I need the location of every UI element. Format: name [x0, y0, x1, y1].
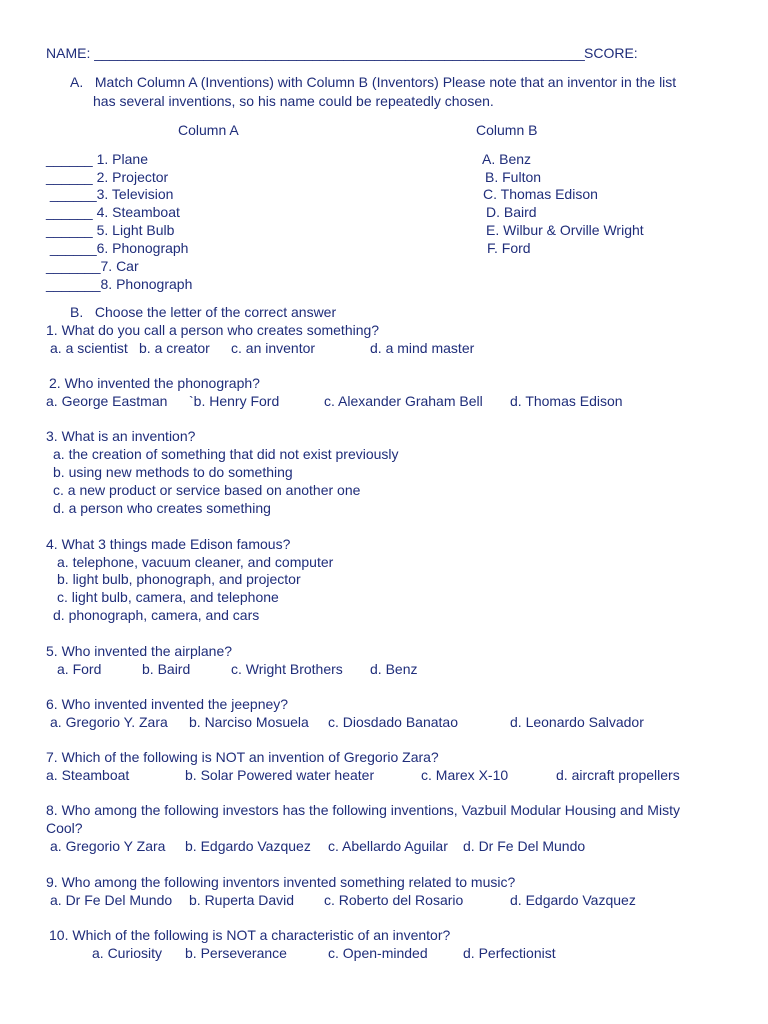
answer-option: b. Perseverance	[185, 945, 287, 961]
answer-option: c. Open-minded	[328, 945, 428, 961]
answer-option: b. Ruperta David	[189, 892, 295, 908]
column-b-item: F. Ford	[487, 240, 531, 256]
answer-option: `b. Henry Ford	[189, 393, 280, 409]
column-a-item: ______ 4. Steamboat	[46, 204, 180, 220]
answer-option: a. Ford	[57, 661, 102, 677]
score-label: SCORE:	[584, 45, 638, 61]
answer-option: b. Baird	[142, 661, 191, 677]
answer-option: a. George Eastman	[46, 393, 168, 409]
question-text: 2. Who invented the phonograph?	[49, 375, 260, 391]
answer-option: a. a scientist	[50, 340, 128, 356]
answer-option: b. Narciso Mosuela	[189, 714, 309, 730]
answer-option: b. Solar Powered water heater	[185, 767, 375, 783]
column-b-item: E. Wilbur & Orville Wright	[486, 222, 644, 238]
answer-option: d. Perfectionist	[463, 945, 556, 961]
answer-option: a. telephone, vacuum cleaner, and computer	[57, 554, 334, 570]
column-b-item: B. Fulton	[485, 169, 542, 185]
column-a-item: _______7. Car	[46, 258, 139, 274]
answer-option: c. Alexander Graham Bell	[324, 393, 483, 409]
answer-option: c. Wright Brothers	[231, 661, 343, 677]
question-text: 3. What is an invention?	[46, 428, 196, 444]
question-text-cont: Cool?	[46, 820, 83, 836]
column-a-item: _______8. Phonograph	[46, 276, 193, 292]
question-text: 8. Who among the following investors has the following inventions, Vazbuil Modular Housing and Misty	[46, 802, 680, 818]
answer-option: d. Thomas Edison	[510, 393, 623, 409]
question-text: 7. Which of the following is NOT an invention of Gregorio Zara?	[46, 749, 439, 765]
column-a-item: ______ 5. Light Bulb	[46, 222, 175, 238]
answer-option: d. Leonardo Salvador	[510, 714, 644, 730]
column-b-title: Column B	[476, 122, 538, 138]
answer-option: a. Steamboat	[46, 767, 130, 783]
name-field: NAME: _______________________________________________________________	[46, 45, 585, 61]
answer-option: d. Dr Fe Del Mundo	[463, 838, 586, 854]
question-text: 9. Who among the following inventors invented something related to music?	[46, 874, 516, 890]
answer-option: c. Marex X-10	[421, 767, 509, 783]
answer-option: b. Edgardo Vazquez	[185, 838, 311, 854]
answer-option: a. Curiosity	[92, 945, 163, 961]
answer-option: b. light bulb, phonograph, and projector	[57, 571, 301, 587]
column-a-title: Column A	[178, 122, 239, 138]
question-text: 5. Who invented the airplane?	[46, 643, 233, 659]
answer-option: d. a person who creates something	[53, 500, 271, 516]
column-a-item: ______ 2. Projector	[46, 169, 169, 185]
answer-option: c. light bulb, camera, and telephone	[57, 589, 279, 605]
answer-option: c. a new product or service based on another one	[53, 482, 361, 498]
answer-option: d. Edgardo Vazquez	[510, 892, 636, 908]
answer-option: d. a mind master	[370, 340, 475, 356]
answer-option: a. Gregorio Y Zara	[50, 838, 166, 854]
column-b-item: D. Baird	[486, 204, 537, 220]
question-text: 4. What 3 things made Edison famous?	[46, 536, 291, 552]
answer-option: c. Diosdado Banatao	[328, 714, 458, 730]
answer-option: d. Benz	[370, 661, 418, 677]
answer-option: b. a creator	[139, 340, 210, 356]
question-text: 1. What do you call a person who creates something?	[46, 322, 380, 338]
answer-option: a. Dr Fe Del Mundo	[50, 892, 173, 908]
answer-option: c. Abellardo Aguilar	[328, 838, 448, 854]
column-a-item: ______ 1. Plane	[46, 151, 148, 167]
answer-option: c. Roberto del Rosario	[324, 892, 464, 908]
answer-option: c. an inventor	[231, 340, 316, 356]
question-text: 10. Which of the following is NOT a characteristic of an inventor?	[49, 927, 451, 943]
answer-option: d. phonograph, camera, and cars	[53, 607, 260, 623]
answer-option: a. the creation of something that did not exist previously	[53, 446, 399, 462]
part-a-instruction-cont: has several inventions, so his name could be repeatedly chosen.	[93, 93, 494, 109]
part-b-instruction: B. Choose the letter of the correct answer	[70, 304, 337, 320]
column-b-item: C. Thomas Edison	[483, 186, 598, 202]
column-b-item: A. Benz	[482, 151, 532, 167]
part-a-instruction: A. Match Column A (Inventions) with Column B (Inventors) Please note that an inventor in the list	[70, 74, 677, 90]
column-a-item: ______3. Television	[46, 186, 174, 202]
answer-option: a. Gregorio Y. Zara	[50, 714, 168, 730]
question-text: 6. Who invented invented the jeepney?	[46, 696, 289, 712]
answer-option: d. aircraft propellers	[556, 767, 680, 783]
column-a-item: ______6. Phonograph	[46, 240, 189, 256]
answer-option: b. using new methods to do something	[53, 464, 293, 480]
